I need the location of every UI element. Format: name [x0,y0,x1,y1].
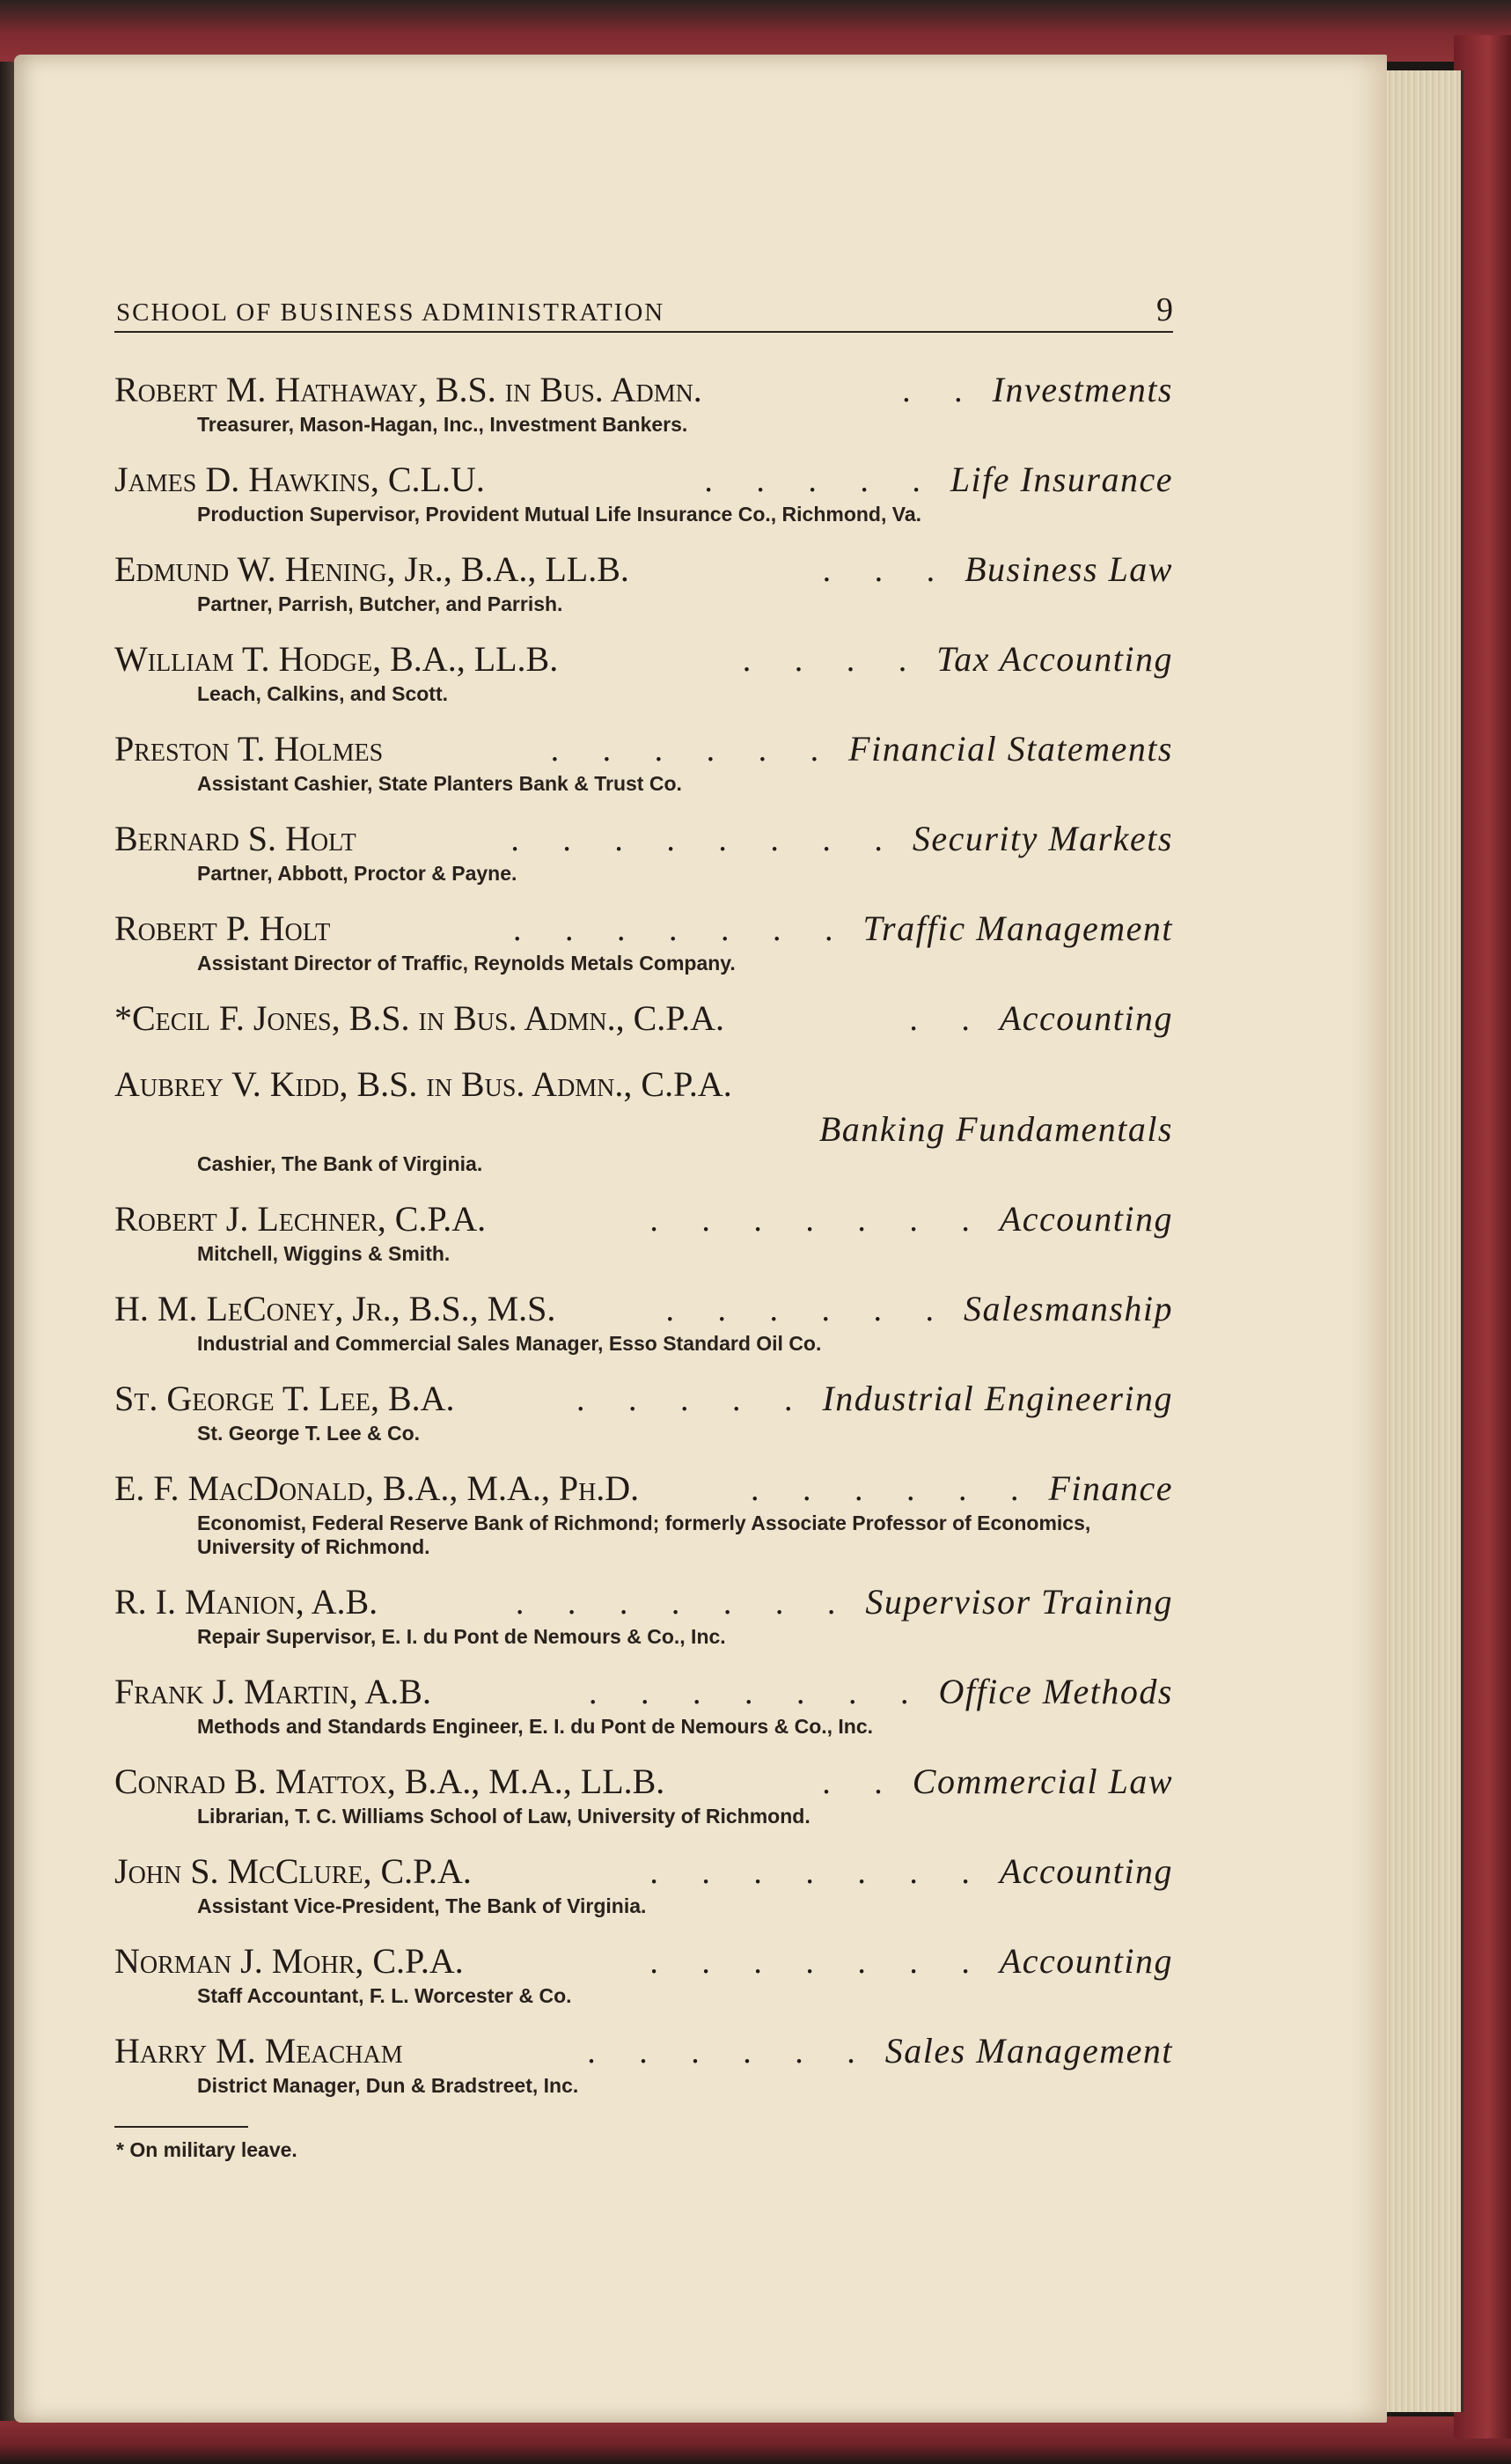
faculty-entry [114,727,1173,796]
faculty-position: Methods and Standards Engineer, E. I. du Pont de Nemours & Co., Inc. [197,1715,874,1738]
name-line [114,1760,1173,1805]
course-subject: Accounting [999,1851,1173,1891]
course-subject: Tax Accounting [936,639,1173,679]
faculty-entry [114,2029,1173,2098]
faculty-entry [114,1063,1173,1176]
faculty-entry [114,907,1173,975]
course-subject: Office Methods [938,1672,1173,1711]
faculty-entry [114,817,1173,886]
faculty-entry [114,637,1173,706]
faculty-position: Repair Supervisor, E. I. du Pont de Nemours & Co., Inc. [197,1625,726,1648]
name-line [114,1580,1173,1625]
name-line [114,1850,1173,1894]
course-subject: Accounting [999,1199,1173,1239]
faculty-position: Librarian, T. C. Williams School of Law, University of Richmond. [197,1805,811,1828]
faculty-name: Aubrey V. Kidd, B.S. in Bus. Admn., C.P.A. [114,1064,732,1104]
faculty-name: Bernard S. Holt [114,819,356,858]
page-content [114,291,1173,2162]
course-subject: Investments [992,370,1173,409]
faculty-name: John S. McClure, C.P.A. [114,1851,472,1891]
faculty-name: Conrad B. Mattox, B.A., M.A., LL.B. [114,1762,665,1801]
faculty-position: Industrial and Commercial Sales Manager, Esso Standard Oil Co. [197,1332,822,1355]
dot-leader: . . . . . . . [515,1585,854,1622]
dot-leader: . . . . . . . [649,1202,987,1239]
course-subject: Traffic Management [862,908,1173,948]
faculty-name: R. I. Manion, A.B. [114,1582,378,1622]
name-line [114,1377,1173,1422]
course-subject: Business Law [965,549,1173,589]
faculty-name: Robert P. Holt [114,908,331,948]
course-subject: Commercial Law [912,1762,1173,1801]
course-subject: Security Markets [912,819,1173,858]
name-line [114,368,1173,413]
faculty-name: Preston T. Holmes [114,729,384,769]
faculty-position: Mitchell, Wiggins & Smith. [197,1242,451,1265]
course-subject: Banking Fundamentals [818,1109,1173,1149]
page-number: 9 [1156,291,1173,328]
dot-leader: . . . . . . [550,732,837,769]
faculty-name: H. M. LeConey, Jr., B.S., M.S. [114,1289,556,1328]
faculty-entry [114,1939,1173,2008]
faculty-position: District Manager, Dun & Bradstreet, Inc. [197,2074,579,2097]
faculty-name: Frank J. Martin, A.B. [114,1672,431,1711]
faculty-entry [114,1197,1173,1266]
dot-leader: . . [822,1764,900,1801]
dot-leader: . . . . . . . [512,911,851,948]
course-subject: Life Insurance [950,460,1173,499]
name-line [114,548,1173,592]
dot-leader: . . . [822,552,953,589]
faculty-position: Assistant Director of Traffic, Reynolds Metals Company. [197,952,736,975]
name-line [114,907,1173,952]
faculty-name: St. George T. Lee, B.A. [114,1379,455,1418]
faculty-entry [114,1377,1173,1445]
course-subject: Salesmanship [964,1289,1173,1328]
faculty-name: Edmund W. Hening, Jr., B.A., LL.B. [114,549,629,589]
name-line [114,1939,1173,1984]
faculty-name: James D. Hawkins, C.L.U. [114,460,485,499]
dot-leader: . . . . . [704,462,938,499]
running-head [114,291,1173,333]
name-line [114,817,1173,862]
faculty-name: Norman J. Mohr, C.P.A. [114,1941,464,1981]
course-subject: Finance [1048,1468,1173,1508]
faculty-entry [114,1850,1173,1918]
dot-leader: . . [909,1001,987,1038]
faculty-name: *Cecil F. Jones, B.S. in Bus. Admn., C.P.A. [114,998,724,1038]
dot-leader: . . . . . . . . [510,821,900,858]
faculty-position: St. George T. Lee & Co. [197,1422,421,1445]
dot-leader: . . . . . . . [649,1854,987,1891]
faculty-position: Treasurer, Mason-Hagan, Inc., Investment Bankers. [197,413,688,436]
name-line [114,1063,1173,1107]
faculty-position: Economist, Federal Reserve Bank of Richmond; formerly Associate Professor of Economics, University of Richmond. [197,1511,1091,1558]
dot-leader: . . [902,372,980,409]
dot-leader: . . . . . . . [649,1944,987,1981]
dot-leader: . . . . . . [750,1471,1037,1508]
faculty-entry [114,548,1173,616]
faculty-entry [114,1467,1173,1559]
faculty-entry [114,997,1173,1041]
dot-leader: . . . . . [576,1381,811,1418]
book-binding-bottom [0,2416,1511,2464]
name-line [114,2029,1173,2074]
faculty-list [114,368,1173,2098]
name-line [114,1287,1173,1332]
faculty-position: Production Supervisor, Provident Mutual Life Insurance Co., Richmond, Va. [197,503,922,526]
faculty-name: Robert M. Hathaway, B.S. in Bus. Admn. [114,370,702,409]
faculty-position: Assistant Cashier, State Planters Bank & Trust Co. [197,772,682,795]
dot-leader: . . . . [742,642,925,679]
faculty-entry [114,1760,1173,1828]
faculty-position: Assistant Vice-President, The Bank of Virginia. [197,1894,647,1917]
faculty-entry [114,368,1173,437]
faculty-entry [114,1670,1173,1739]
course-subject: Sales Management [884,2031,1173,2070]
name-line [114,1670,1173,1715]
dot-leader: . . . . . . . [589,1674,927,1711]
course-subject: Industrial Engineering [822,1379,1173,1418]
running-head-title: SCHOOL OF BUSINESS ADMINISTRATION [116,298,665,327]
faculty-entry [114,1580,1173,1649]
course-subject: Accounting [999,1941,1173,1981]
faculty-name: Harry M. Meacham [114,2031,403,2070]
faculty-position: Partner, Abbott, Proctor & Payne. [197,862,517,885]
faculty-name: William T. Hodge, B.A., LL.B. [114,639,559,679]
faculty-name: Robert J. Lechner, C.P.A. [114,1199,487,1239]
book-binding-top [0,0,1511,62]
name-line [114,1467,1173,1511]
course-subject: Accounting [999,998,1173,1038]
faculty-position: Leach, Calkins, and Scott. [197,682,449,705]
faculty-entry [114,1287,1173,1356]
dot-leader: . . . . . . [587,2034,873,2070]
faculty-position: Staff Accountant, F. L. Worcester & Co. [197,1984,572,2007]
name-line [114,727,1173,772]
dot-leader: . . . . . . [665,1291,951,1328]
course-subject: Financial Statements [848,729,1173,769]
name-line [114,1197,1173,1242]
faculty-entry [114,458,1173,526]
name-line [114,637,1173,682]
footnote-rule [114,2126,248,2128]
name-line [114,997,1173,1041]
faculty-name: E. F. MacDonald, B.A., M.A., Ph.D. [114,1468,640,1508]
footnote: * On military leave. [116,2138,297,2161]
name-line [114,458,1173,503]
course-subject-line [114,1107,1173,1152]
faculty-position: Cashier, The Bank of Virginia. [197,1152,483,1175]
faculty-position: Partner, Parrish, Butcher, and Parrish. [197,592,563,615]
course-subject: Supervisor Training [865,1582,1173,1622]
